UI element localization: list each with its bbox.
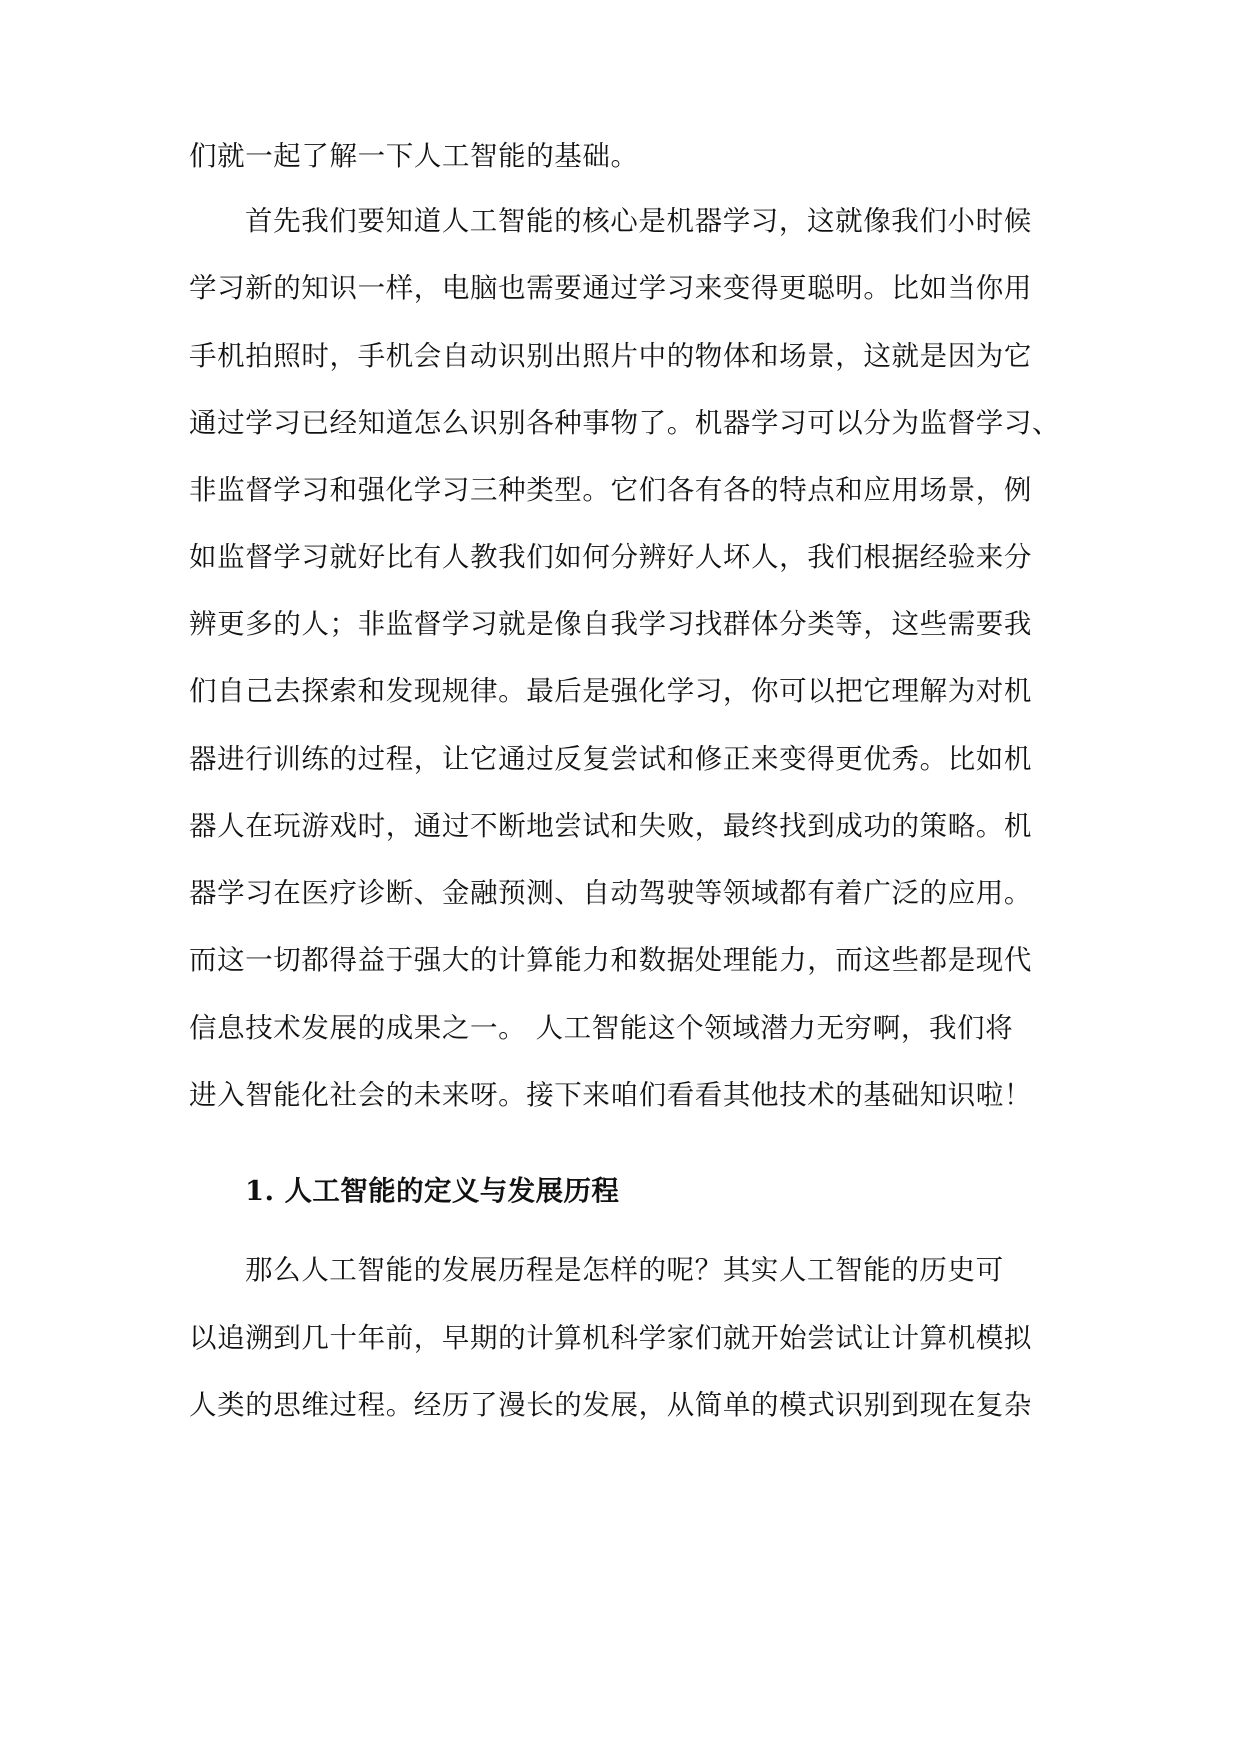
paragraph-2-line-9: 器进行训练的过程，让它通过反复尝试和修正来变得更优秀。比如机 (189, 743, 1032, 775)
paragraph-2-line-11: 器学习在医疗诊断、金融预测、自动驾驶等领域都有着广泛的应用。 (189, 877, 1032, 909)
section-heading: 1. 人工智能的定义与发展历程 (245, 1175, 620, 1207)
paragraph-2-line-5: 非监督学习和强化学习三种类型。它们各有各的特点和应用场景，例 (189, 474, 1032, 506)
paragraph-2-line-1: 首先我们要知道人工智能的核心是机器学习，这就像我们小时候 (245, 205, 1032, 237)
paragraph-2-line-8: 们自己去探索和发现规律。最后是强化学习，你可以把它理解为对机 (189, 675, 1032, 707)
paragraph-2-line-10: 器人在玩游戏时，通过不断地尝试和失败，最终找到成功的策略。机 (189, 810, 1032, 842)
paragraph-3-line-1: 那么人工智能的发展历程是怎样的呢？其实人工智能的历史可 (245, 1254, 1004, 1286)
paragraph-2-line-7: 辨更多的人；非监督学习就是像自我学习找群体分类等，这些需要我 (189, 608, 1032, 640)
paragraph-2-line-13: 信息技术发展的成果之一。 人工智能这个领域潜力无穷啊，我们将 (189, 1012, 1014, 1044)
paragraph-1-line-1: 们就一起了解一下人工智能的基础。 (189, 140, 639, 172)
paragraph-3-line-2: 以追溯到几十年前，早期的计算机科学家们就开始尝试让计算机模拟 (189, 1322, 1032, 1354)
paragraph-2-line-12: 而这一切都得益于强大的计算能力和数据处理能力，而这些都是现代 (189, 944, 1032, 976)
paragraph-3-line-3: 人类的思维过程。经历了漫长的发展，从简单的模式识别到现在复杂 (189, 1389, 1032, 1421)
paragraph-2-line-4: 通过学习已经知道怎么识别各种事物了。机器学习可以分为监督学习、 (189, 407, 1061, 439)
paragraph-2-line-14: 进入智能化社会的未来呀。接下来咱们看看其他技术的基础知识啦！ (189, 1079, 1032, 1111)
paragraph-2-line-2: 学习新的知识一样，电脑也需要通过学习来变得更聪明。比如当你用 (189, 272, 1032, 304)
paragraph-2-line-3: 手机拍照时，手机会自动识别出照片中的物体和场景，这就是因为它 (189, 340, 1032, 372)
paragraph-2-line-6: 如监督学习就好比有人教我们如何分辨好人坏人，我们根据经验来分 (189, 541, 1032, 573)
